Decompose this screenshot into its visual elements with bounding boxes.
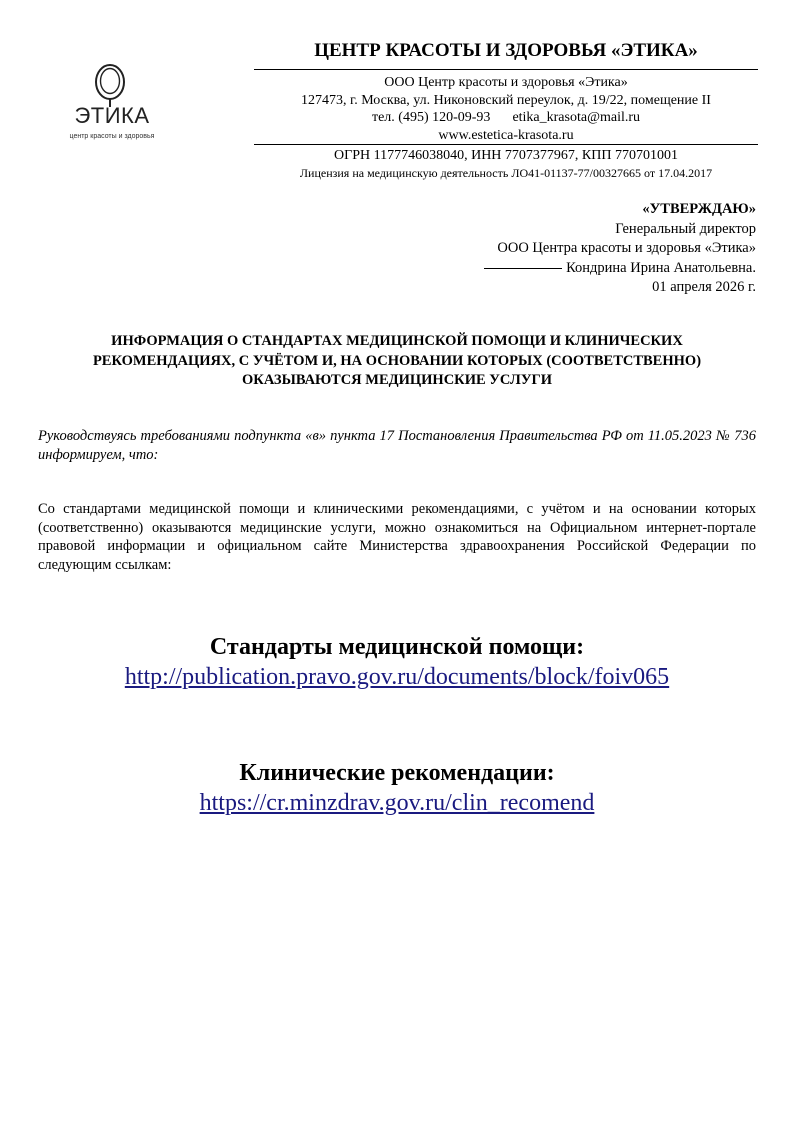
logo-mirror-icon: [62, 62, 162, 108]
approval-signatory: Кондрина Ирина Анатольевна.: [566, 259, 756, 276]
approval-signature-row: [356, 259, 756, 279]
logo-subtitle: центр красоты и здоровья: [69, 133, 155, 140]
document-heading-line2: РЕКОМЕНДАЦИЯХ, С УЧЁТОМ И, НА ОСНОВАНИИ КОТОРЫХ (СООТВЕТСТВЕННО): [92, 352, 702, 369]
signature-line: [484, 268, 562, 269]
document-heading-line1: ИНФОРМАЦИЯ О СТАНДАРТАХ МЕДИЦИНСКОЙ ПОМОЩИ И КЛИНИЧЕСКИХ: [111, 333, 683, 349]
org-address: 127473, г. Москва, ул. Никоновский переулок, д. 19/22, помещение II: [301, 92, 711, 108]
standards-title: Стандарты медицинской помощи:: [209, 634, 585, 660]
org-phone: тел. (495) 120-09-93: [371, 110, 491, 125]
org-contacts: [254, 74, 758, 144]
org-name: ООО Центр красоты и здоровья «Этика»: [384, 75, 628, 90]
guidelines-title: Клинические рекомендации:: [239, 760, 555, 786]
org-title: ЦЕНТР КРАСОТЫ И ЗДОРОВЬЯ «ЭТИКА»: [314, 40, 698, 61]
guidelines-link[interactable]: https://cr.minzdrav.gov.ru/clin_recomend: [199, 790, 595, 816]
document-body: Со стандартами медицинской помощи и клиническими рекомендациями, с учётом и на основании которых (соответственно) оказываются медицинские услуги, можно ознакомиться на Официальном интернет-портале правовой информации и официальном сайте Министерства здравоохранения Российской Федерации по следующим ссылкам:: [38, 501, 756, 573]
document-heading: [40, 332, 754, 391]
approval-block: [356, 200, 756, 298]
logo-wordmark: ЭТИКА: [74, 103, 150, 128]
org-email[interactable]: etika_krasota@mail.ru: [512, 110, 641, 125]
guidelines-link-block: [0, 758, 794, 818]
approval-date: 01 апреля 2026 г.: [652, 279, 756, 295]
org-license: Лицензия на медицинскую деятельность ЛО41-01137-77/00327665 от 17.04.2017: [299, 166, 713, 180]
document-heading-line3: ОКАЗЫВАЮТСЯ МЕДИЦИНСКИЕ УСЛУГИ: [242, 372, 552, 388]
approval-organization: ООО Центра красоты и здоровья «Этика»: [497, 240, 756, 256]
header-divider-bottom: [254, 144, 758, 145]
standards-link[interactable]: http://publication.pravo.gov.ru/documents/block/foiv065: [124, 664, 670, 690]
org-phone-email: [254, 109, 758, 127]
approval-head: «УТВЕРЖДАЮ»: [642, 201, 756, 217]
header-divider-top: [254, 69, 758, 70]
org-website[interactable]: www.estetica-krasota.ru: [438, 127, 574, 143]
approval-position: Генеральный директор: [615, 220, 756, 237]
company-logo: [62, 62, 162, 144]
document-intro: Руководствуясь требованиями подпункта «в» пункта 17 Постановления Правительства РФ от 11.05.2023 № 736 информируем, что:: [38, 428, 756, 463]
org-registration: ОГРН 1177746038040, ИНН 7707377967, КПП 770701001: [334, 148, 678, 163]
standards-link-block: [0, 632, 794, 692]
